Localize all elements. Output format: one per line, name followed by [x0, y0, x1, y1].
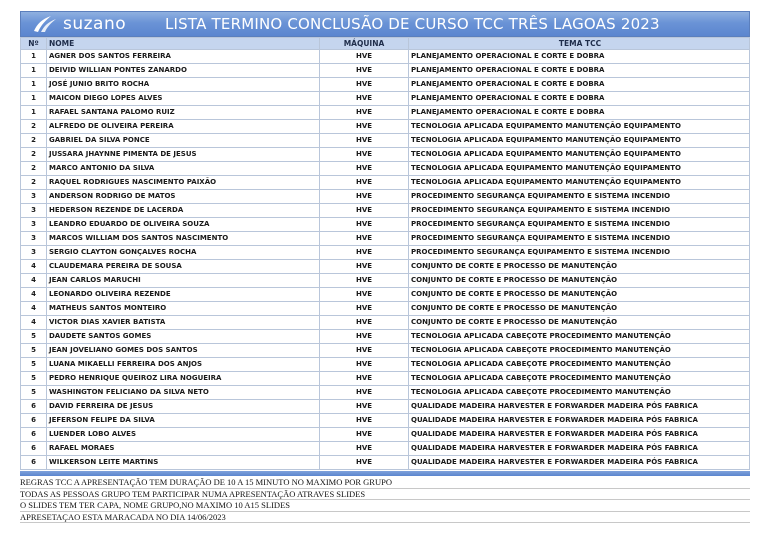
cell-theme: TECNOLOGIA APLICADA EQUIPAMENTO MANUTENÇÃO EQUIPAMENTO — [409, 134, 750, 148]
cell-theme: TECNOLOGIA APLICADA EQUIPAMENTO MANUTENÇÃO EQUIPAMENTO — [409, 148, 750, 162]
cell-theme: CONJUNTO DE CORTE E PROCESSO DE MANUTENÇÃO — [409, 274, 750, 288]
cell-name: MARCOS WILLIAM DOS SANTOS NASCIMENTO — [47, 232, 320, 246]
cell-number: 6 — [21, 414, 47, 428]
cell-machine: HVE — [320, 288, 409, 302]
cell-name: MAICON DIEGO LOPES ALVES — [47, 92, 320, 106]
cell-machine: HVE — [320, 414, 409, 428]
cell-number: 4 — [21, 288, 47, 302]
title-banner — [20, 11, 750, 37]
cell-name: GABRIEL DA SILVA PONCE — [47, 134, 320, 148]
table-row — [21, 456, 750, 470]
cell-theme: TECNOLOGIA APLICADA CABEÇOTE PROCEDIMENTO MANUTENÇÃO — [409, 330, 750, 344]
table-row — [21, 428, 750, 442]
cell-machine: HVE — [320, 64, 409, 78]
cell-theme: TECNOLOGIA APLICADA EQUIPAMENTO MANUTENÇÃO EQUIPAMENTO — [409, 176, 750, 190]
cell-machine: HVE — [320, 330, 409, 344]
logo-text: suzano — [63, 14, 127, 34]
cell-name: DEIVID WILLIAN PONTES ZANARDO — [47, 64, 320, 78]
cell-machine: HVE — [320, 78, 409, 92]
cell-machine: HVE — [320, 120, 409, 134]
table-row — [21, 414, 750, 428]
cell-machine: HVE — [320, 428, 409, 442]
suzano-logo-mark-icon — [31, 15, 57, 33]
cell-name: SERGIO CLAYTON GONÇALVES ROCHA — [47, 246, 320, 260]
cell-number: 1 — [21, 64, 47, 78]
cell-theme: QUALIDADE MADEIRA HARVESTER E FORWARDER MADEIRA PÓS FABRICA — [409, 400, 750, 414]
cell-name: AGNER DOS SANTOS FERREIRA — [47, 50, 320, 64]
table-row — [21, 372, 750, 386]
cell-number: 2 — [21, 120, 47, 134]
cell-name: JEAN JOVELIANO GOMES DOS SANTOS — [47, 344, 320, 358]
cell-name: RAQUEL RODRIGUES NASCIMENTO PAIXÃO — [47, 176, 320, 190]
cell-theme: PLANEJAMENTO OPERACIONAL E CORTE E DOBRA — [409, 50, 750, 64]
rules-section — [20, 477, 750, 523]
cell-theme: TECNOLOGIA APLICADA CABEÇOTE PROCEDIMENTO MANUTENÇÃO — [409, 358, 750, 372]
column-header-name: NOME — [47, 38, 320, 50]
cell-machine: HVE — [320, 92, 409, 106]
cell-theme: PROCEDIMENTO SEGURANÇA EQUIPAMENTO E SISTEMA INCENDIO — [409, 204, 750, 218]
cell-theme: QUALIDADE MADEIRA HARVESTER E FORWARDER MADEIRA PÓS FABRICA — [409, 442, 750, 456]
cell-name: LUENDER LOBO ALVES — [47, 428, 320, 442]
cell-machine: HVE — [320, 442, 409, 456]
cell-machine: HVE — [320, 316, 409, 330]
suzano-logo — [31, 14, 126, 34]
table-row — [21, 64, 750, 78]
cell-machine: HVE — [320, 204, 409, 218]
table-row — [21, 92, 750, 106]
cell-name: WILKERSON LEITE MARTINS — [47, 456, 320, 470]
cell-number: 5 — [21, 372, 47, 386]
column-header-number: Nº — [21, 38, 47, 50]
cell-theme: TECNOLOGIA APLICADA EQUIPAMENTO MANUTENÇÃO EQUIPAMENTO — [409, 162, 750, 176]
cell-number: 3 — [21, 190, 47, 204]
cell-number: 5 — [21, 386, 47, 400]
cell-machine: HVE — [320, 274, 409, 288]
cell-name: LEONARDO OLIVEIRA REZENDE — [47, 288, 320, 302]
cell-name: DAVID FERREIRA DE JESUS — [47, 400, 320, 414]
table-row — [21, 330, 750, 344]
column-header-theme: TEMA TCC — [409, 38, 750, 50]
cell-theme: CONJUNTO DE CORTE E PROCESSO DE MANUTENÇÃO — [409, 260, 750, 274]
cell-name: DAUDETE SANTOS GOMES — [47, 330, 320, 344]
cell-theme: PROCEDIMENTO SEGURANÇA EQUIPAMENTO E SISTEMA INCENDIO — [409, 190, 750, 204]
cell-name: JOSÉ JUNIO BRITO ROCHA — [47, 78, 320, 92]
cell-machine: HVE — [320, 134, 409, 148]
cell-name: HEDERSON REZENDE DE LACERDA — [47, 204, 320, 218]
cell-number: 1 — [21, 50, 47, 64]
table-row — [21, 148, 750, 162]
cell-number: 3 — [21, 218, 47, 232]
rule-line: REGRAS TCC A APRESENTAÇÃO TEM DURAÇÃO DE 10 A 15 MINUTO NO MAXIMO POR GRUPO — [20, 477, 750, 489]
cell-name: PEDRO HENRIQUE QUEIROZ LIRA NOGUEIRA — [47, 372, 320, 386]
cell-name: ALFREDO DE OLIVEIRA PEREIRA — [47, 120, 320, 134]
cell-theme: CONJUNTO DE CORTE E PROCESSO DE MANUTENÇÃO — [409, 316, 750, 330]
cell-number: 5 — [21, 358, 47, 372]
table-row — [21, 134, 750, 148]
table-row — [21, 162, 750, 176]
cell-theme: PROCEDIMENTO SEGURANÇA EQUIPAMENTO E SISTEMA INCENDIO — [409, 246, 750, 260]
cell-theme: TECNOLOGIA APLICADA CABEÇOTE PROCEDIMENTO MANUTENÇÃO — [409, 372, 750, 386]
cell-number: 6 — [21, 428, 47, 442]
cell-theme: PROCEDIMENTO SEGURANÇA EQUIPAMENTO E SISTEMA INCENDIO — [409, 232, 750, 246]
cell-theme: PLANEJAMENTO OPERACIONAL E CORTE E DOBRA — [409, 106, 750, 120]
column-header-machine: MÁQUINA — [320, 38, 409, 50]
cell-number: 2 — [21, 148, 47, 162]
cell-number: 6 — [21, 456, 47, 470]
page-title: LISTA TERMINO CONCLUSÃO DE CURSO TCC TRÊS LAGOAS 2023 — [165, 15, 660, 33]
cell-number: 2 — [21, 162, 47, 176]
cell-number: 3 — [21, 204, 47, 218]
cell-machine: HVE — [320, 246, 409, 260]
table-row — [21, 218, 750, 232]
cell-machine: HVE — [320, 106, 409, 120]
rule-line: APRESETAÇAO ESTA MARACADA NO DIA 14/06/2023 — [20, 512, 750, 524]
cell-number: 3 — [21, 246, 47, 260]
rule-line: O SLIDES TEM TER CAPA, NOME GRUPO,NO MAXIMO 10 A15 SLIDES — [20, 500, 750, 512]
cell-name: MARCO ANTONIO DA SILVA — [47, 162, 320, 176]
cell-theme: TECNOLOGIA APLICADA CABEÇOTE PROCEDIMENTO MANUTENÇÃO — [409, 344, 750, 358]
cell-machine: HVE — [320, 176, 409, 190]
cell-machine: HVE — [320, 162, 409, 176]
cell-theme: CONJUNTO DE CORTE E PROCESSO DE MANUTENÇÃO — [409, 302, 750, 316]
cell-machine: HVE — [320, 344, 409, 358]
cell-number: 1 — [21, 106, 47, 120]
cell-machine: HVE — [320, 400, 409, 414]
cell-theme: CONJUNTO DE CORTE E PROCESSO DE MANUTENÇÃO — [409, 288, 750, 302]
cell-name: LUANA MIKAELLI FERREIRA DOS ANJOS — [47, 358, 320, 372]
cell-name: RAFAEL SANTANA PALOMO RUIZ — [47, 106, 320, 120]
cell-number: 4 — [21, 260, 47, 274]
cell-number: 5 — [21, 330, 47, 344]
table-row — [21, 106, 750, 120]
cell-machine: HVE — [320, 302, 409, 316]
table-row — [21, 190, 750, 204]
cell-theme: PLANEJAMENTO OPERACIONAL E CORTE E DOBRA — [409, 64, 750, 78]
table-row — [21, 358, 750, 372]
cell-machine: HVE — [320, 148, 409, 162]
cell-number: 3 — [21, 232, 47, 246]
table-row — [21, 274, 750, 288]
rule-line: TODAS AS PESSOAS GRUPO TEM PARTICIPAR NUMA APRESENTAÇÃO ATRAVES SLIDES — [20, 489, 750, 501]
table-row — [21, 232, 750, 246]
cell-theme: TECNOLOGIA APLICADA EQUIPAMENTO MANUTENÇÃO EQUIPAMENTO — [409, 120, 750, 134]
cell-number: 1 — [21, 92, 47, 106]
table-row — [21, 260, 750, 274]
cell-name: ANDERSON RODRIGO DE MATOS — [47, 190, 320, 204]
cell-name: JEFERSON FELIPE DA SILVA — [47, 414, 320, 428]
cell-name: VICTOR DIAS XAVIER BATISTA — [47, 316, 320, 330]
cell-theme: QUALIDADE MADEIRA HARVESTER E FORWARDER MADEIRA PÓS FABRICA — [409, 414, 750, 428]
cell-number: 6 — [21, 442, 47, 456]
table-row — [21, 204, 750, 218]
cell-number: 4 — [21, 316, 47, 330]
cell-machine: HVE — [320, 386, 409, 400]
table-row — [21, 246, 750, 260]
cell-machine: HVE — [320, 456, 409, 470]
cell-theme: QUALIDADE MADEIRA HARVESTER E FORWARDER MADEIRA PÓS FABRICA — [409, 428, 750, 442]
cell-name: RAFAEL MORAES — [47, 442, 320, 456]
cell-machine: HVE — [320, 218, 409, 232]
students-table — [20, 37, 750, 470]
cell-number: 6 — [21, 400, 47, 414]
table-row — [21, 78, 750, 92]
table-header-row — [21, 38, 750, 50]
cell-number: 5 — [21, 344, 47, 358]
cell-number: 2 — [21, 176, 47, 190]
cell-theme: PROCEDIMENTO SEGURANÇA EQUIPAMENTO E SISTEMA INCENDIO — [409, 218, 750, 232]
cell-name: CLAUDEMARA PEREIRA DE SOUSA — [47, 260, 320, 274]
cell-machine: HVE — [320, 358, 409, 372]
cell-theme: TECNOLOGIA APLICADA CABEÇOTE PROCEDIMENTO MANUTENÇÃO — [409, 386, 750, 400]
table-row — [21, 442, 750, 456]
cell-machine: HVE — [320, 232, 409, 246]
cell-theme: QUALIDADE MADEIRA HARVESTER E FORWARDER MADEIRA PÓS FABRICA — [409, 456, 750, 470]
table-row — [21, 120, 750, 134]
cell-name: MATHEUS SANTOS MONTEIRO — [47, 302, 320, 316]
cell-machine: HVE — [320, 260, 409, 274]
table-row — [21, 288, 750, 302]
table-row — [21, 176, 750, 190]
cell-number: 4 — [21, 302, 47, 316]
cell-machine: HVE — [320, 190, 409, 204]
cell-number: 4 — [21, 274, 47, 288]
spreadsheet — [20, 11, 750, 523]
cell-theme: PLANEJAMENTO OPERACIONAL E CORTE E DOBRA — [409, 78, 750, 92]
table-row — [21, 50, 750, 64]
rules-separator — [20, 471, 750, 476]
cell-name: WASHINGTON FELICIANO DA SILVA NETO — [47, 386, 320, 400]
cell-machine: HVE — [320, 50, 409, 64]
cell-theme: PLANEJAMENTO OPERACIONAL E CORTE E DOBRA — [409, 92, 750, 106]
cell-number: 1 — [21, 78, 47, 92]
table-row — [21, 302, 750, 316]
cell-name: JEAN CARLOS MARUCHI — [47, 274, 320, 288]
cell-name: JUSSARA JHAYNNE PIMENTA DE JESUS — [47, 148, 320, 162]
cell-number: 2 — [21, 134, 47, 148]
table-row — [21, 386, 750, 400]
table-row — [21, 400, 750, 414]
table-row — [21, 344, 750, 358]
cell-name: LEANDRO EDUARDO DE OLIVEIRA SOUZA — [47, 218, 320, 232]
table-row — [21, 316, 750, 330]
cell-machine: HVE — [320, 372, 409, 386]
